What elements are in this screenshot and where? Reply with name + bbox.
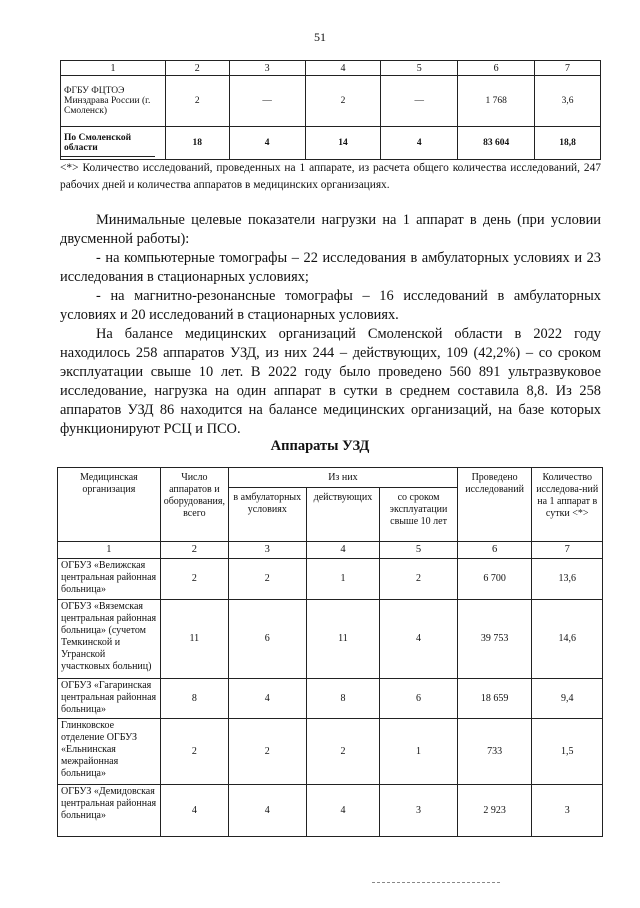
table-cell: 4 [228, 679, 306, 719]
column-number: 1 [58, 542, 161, 559]
table-cell: 2 923 [457, 785, 532, 837]
table-cell: 4 [160, 785, 228, 837]
table-cell: 4 [381, 127, 458, 160]
table-cell: 2 [165, 76, 229, 127]
table-cell: 18,8 [535, 127, 601, 160]
table-cell: 3 [532, 785, 603, 837]
body-text [60, 211, 601, 439]
top-table-header-row [61, 61, 601, 76]
footnote-divider [60, 156, 155, 157]
page-number: 51 [314, 30, 326, 44]
table-cell: 2 [380, 559, 458, 600]
table-cell: 6 [380, 679, 458, 719]
table-cell: 11 [160, 600, 228, 679]
header-total: Число аппаратов и оборудования, всего [160, 468, 228, 542]
header-cell: 5 [381, 61, 458, 76]
table-cell: 1 [380, 719, 458, 785]
table-cell: 8 [160, 679, 228, 719]
header-per-unit: Количество исследова-ний на 1 аппарат в сутки <*> [532, 468, 603, 542]
org-cell: Глинковское отделение ОГБУЗ «Ельнинская межрайонная больница» [58, 719, 161, 785]
column-number: 2 [160, 542, 228, 559]
org-cell: ФГБУ ФЦТОЭ Минздрава России (г. Смоленск) [61, 76, 166, 127]
table-cell: 6 700 [457, 559, 532, 600]
paragraph: - на компьютерные томографы – 22 исследования в амбулаторных условиях и 23 исследования в стационарных условиях; [60, 250, 601, 285]
table-cell: 8 [306, 679, 380, 719]
org-cell: По Смоленской области [61, 127, 166, 160]
org-cell: ОГБУЗ «Вяземская центральная районная больница» (сучетом Темкинской и Угранской участковых больниц) [58, 600, 161, 679]
header-cell: 6 [458, 61, 535, 76]
org-cell: ОГБУЗ «Гагаринская центральная районная больница» [58, 679, 161, 719]
header-cell: 4 [305, 61, 381, 76]
paragraph: - на магнитно-резонансные томографы – 16 исследований в амбулаторных условиях и 20 исследований в стационарных условиях. [60, 288, 601, 323]
table-row [61, 76, 601, 127]
section-title: Аппараты УЗД [270, 438, 370, 454]
column-number-row [58, 542, 603, 559]
org-cell: ОГБУЗ «Демидовская центральная районная больница» [58, 785, 161, 837]
table-header-row [58, 468, 603, 488]
column-number: 6 [457, 542, 532, 559]
header-group: Из них [228, 468, 457, 488]
table-cell: 2 [228, 559, 306, 600]
header-cell: 7 [535, 61, 601, 76]
paragraph: Минимальные целевые показатели нагрузки на 1 аппарат в день (при условии двусменной работы): [60, 212, 601, 247]
table-cell: 4 [380, 600, 458, 679]
table-row-total [61, 127, 601, 160]
table-row [58, 559, 603, 600]
table-cell: 14 [305, 127, 381, 160]
table-cell: 4 [228, 785, 306, 837]
table-cell: 4 [306, 785, 380, 837]
table-cell: — [381, 76, 458, 127]
paragraph: На балансе медицинских организаций Смоленской области в 2022 году находилось 258 аппаратов УЗД, из них 244 – действующих, 109 (42,2%) – со сроком эксплуатации свыше 10 лет. В 2022 году было проведено 560 891 ультразвуковое исследование, нагрузка на один аппарат в сутки в среднем составила 8,8. Из 258 аппаратов УЗД 86 находится на балансе медицинских организаций, на базе которых функционируют РСЦ и ПСО. [60, 326, 601, 437]
column-number: 7 [532, 542, 603, 559]
header-ambulatory: в амбулаторных условиях [228, 488, 306, 542]
table-cell: 1 768 [458, 76, 535, 127]
table-cell: 18 659 [457, 679, 532, 719]
page-footer-mark [372, 882, 500, 883]
table-cell: 11 [306, 600, 380, 679]
table-cell: 4 [229, 127, 305, 160]
table-cell: 83 604 [458, 127, 535, 160]
table-cell: 2 [228, 719, 306, 785]
table-cell: 3,6 [535, 76, 601, 127]
table-cell: 6 [228, 600, 306, 679]
ultrasound-table [57, 467, 603, 837]
table-row [58, 719, 603, 785]
header-active: действующих [306, 488, 380, 542]
table-cell: 13,6 [532, 559, 603, 600]
header-cell: 2 [165, 61, 229, 76]
table-cell: — [229, 76, 305, 127]
column-number: 4 [306, 542, 380, 559]
table-cell: 2 [306, 719, 380, 785]
table-cell: 39 753 [457, 600, 532, 679]
table-cell: 1,5 [532, 719, 603, 785]
column-number: 5 [380, 542, 458, 559]
table-row [58, 679, 603, 719]
table-cell: 733 [457, 719, 532, 785]
header-old: со сроком эксплуатации свыше 10 лет [380, 488, 458, 542]
table-cell: 1 [306, 559, 380, 600]
footnote: <*> Количество исследований, проведенных на 1 аппарате, из расчета общего количества исследований, 247 рабочих дней и количества аппаратов в медицинских организациях. [60, 162, 601, 191]
header-studies: Проведено исследований [457, 468, 532, 542]
table-cell: 18 [165, 127, 229, 160]
table-cell: 2 [160, 719, 228, 785]
table-cell: 9,4 [532, 679, 603, 719]
table-row [58, 600, 603, 679]
header-org: Медицинская организация [58, 468, 161, 542]
table-row [58, 785, 603, 837]
table-cell: 3 [380, 785, 458, 837]
column-number: 3 [228, 542, 306, 559]
header-cell: 3 [229, 61, 305, 76]
top-table [60, 60, 601, 160]
table-cell: 2 [305, 76, 381, 127]
table-cell: 2 [160, 559, 228, 600]
header-cell: 1 [61, 61, 166, 76]
org-cell: ОГБУЗ «Велижская центральная районная больница» [58, 559, 161, 600]
table-cell: 14,6 [532, 600, 603, 679]
